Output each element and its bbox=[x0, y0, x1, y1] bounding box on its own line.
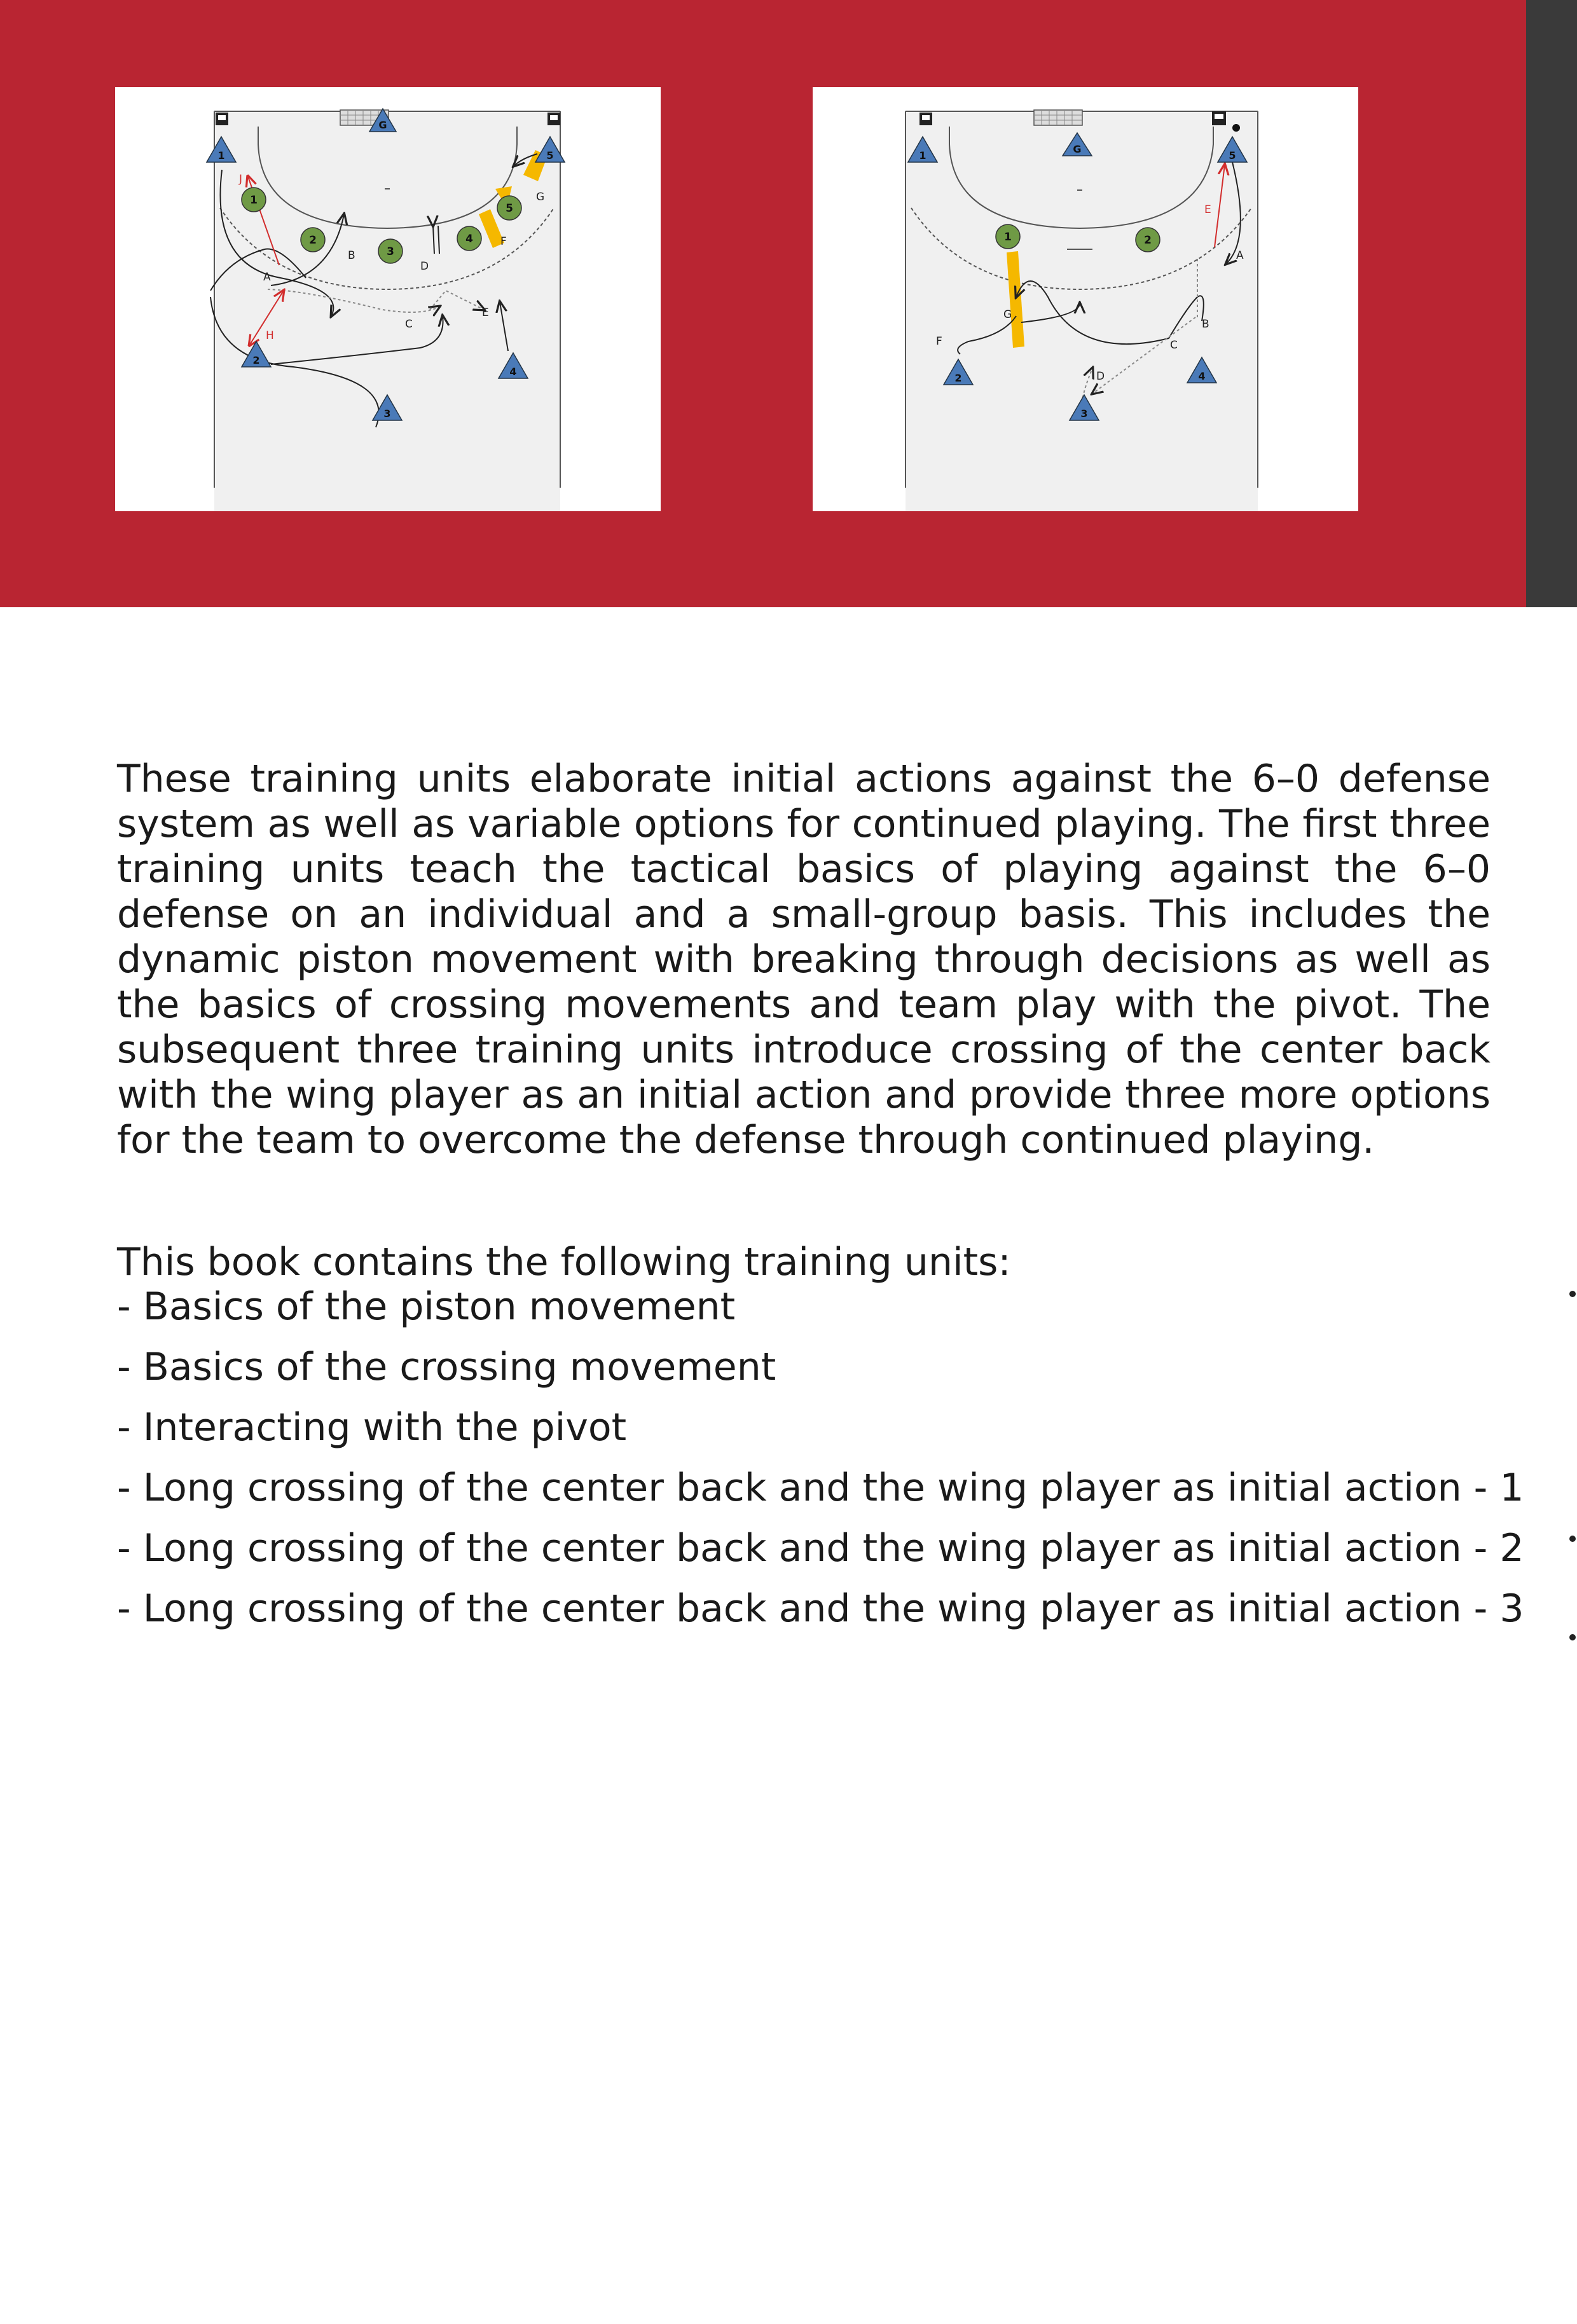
defender-marker bbox=[301, 228, 325, 252]
svg-text:3: 3 bbox=[383, 408, 391, 420]
svg-text:2: 2 bbox=[252, 354, 260, 366]
cone-icon bbox=[919, 113, 932, 125]
svg-text:2: 2 bbox=[1144, 234, 1152, 247]
svg-text:D: D bbox=[1096, 370, 1105, 383]
defender-marker bbox=[996, 224, 1020, 249]
svg-text:1: 1 bbox=[919, 149, 926, 162]
svg-text:H: H bbox=[266, 329, 274, 342]
svg-text:3: 3 bbox=[1080, 408, 1088, 420]
ball-icon bbox=[1232, 124, 1240, 132]
svg-text:B: B bbox=[348, 249, 355, 262]
svg-text:1: 1 bbox=[250, 194, 258, 207]
diagram-right bbox=[813, 87, 1358, 511]
svg-text:4: 4 bbox=[465, 233, 473, 245]
cone-icon bbox=[216, 113, 228, 125]
diagram-left bbox=[115, 87, 661, 511]
edge-dot bbox=[1569, 1291, 1576, 1297]
edge-dot bbox=[1569, 1536, 1576, 1542]
intro-paragraph: These training units elaborate initial actions against the 6–0 defense system as well as variable options for continued playing. The first three training units teach the tactical basics of playing against the 6–0 defense on an individual and a small-group basis. This includes the dynamic piston movement with breaking through decisions as well as the basics of crossing movements and team play with the pivot. The subsequent three training units introduce crossing of the center back with the wing player as an initial action and provide three more options for the team to overcome the defense through continued playing. bbox=[117, 757, 1491, 1162]
svg-text:2: 2 bbox=[954, 372, 962, 384]
svg-text:E: E bbox=[482, 306, 489, 319]
svg-text:A: A bbox=[1236, 249, 1244, 262]
defender-marker bbox=[378, 239, 403, 263]
svg-text:J: J bbox=[239, 173, 243, 186]
defender-marker bbox=[457, 226, 481, 251]
svg-text:1: 1 bbox=[1004, 231, 1012, 244]
list-item: - Long crossing of the center back and the wing player as initial action - 2 bbox=[117, 1526, 1524, 1571]
svg-text:4: 4 bbox=[1198, 370, 1206, 382]
svg-text:G: G bbox=[1003, 308, 1012, 321]
cone-icon bbox=[1212, 111, 1226, 125]
svg-text:C: C bbox=[1170, 339, 1178, 352]
page-edge-strip bbox=[1526, 0, 1577, 607]
list-item: - Basics of the crossing movement bbox=[117, 1345, 776, 1389]
svg-text:G: G bbox=[1073, 143, 1082, 155]
defender-marker bbox=[1136, 228, 1160, 252]
list-item: - Long crossing of the center back and the wing player as initial action - 3 bbox=[117, 1586, 1524, 1631]
list-item: - Long crossing of the center back and the wing player as initial action - 1 bbox=[117, 1466, 1524, 1510]
svg-text:3: 3 bbox=[387, 245, 394, 258]
svg-text:F: F bbox=[500, 235, 507, 248]
defender-marker bbox=[497, 196, 521, 220]
list-item: - Interacting with the pivot bbox=[117, 1405, 627, 1450]
defender-marker bbox=[242, 188, 266, 212]
cone-icon bbox=[547, 113, 560, 125]
svg-text:2: 2 bbox=[309, 234, 317, 247]
edge-dot bbox=[1569, 1634, 1576, 1640]
svg-text:1: 1 bbox=[217, 149, 225, 162]
svg-text:B: B bbox=[1202, 318, 1209, 331]
svg-text:E: E bbox=[1204, 203, 1211, 216]
court-diagram-left bbox=[115, 87, 661, 511]
svg-text:A: A bbox=[263, 271, 271, 284]
svg-text:4: 4 bbox=[509, 366, 517, 378]
training-units-list bbox=[117, 1284, 1524, 1647]
svg-text:5: 5 bbox=[506, 202, 513, 215]
svg-text:F: F bbox=[936, 335, 942, 348]
units-intro: This book contains the following training units: bbox=[117, 1240, 1011, 1284]
svg-text:G: G bbox=[378, 119, 387, 131]
court-diagram-right bbox=[813, 87, 1358, 511]
svg-text:G: G bbox=[536, 191, 545, 203]
list-item: - Basics of the piston movement bbox=[117, 1284, 736, 1329]
svg-text:D: D bbox=[420, 260, 429, 273]
svg-text:5: 5 bbox=[546, 149, 554, 162]
goal-icon bbox=[1034, 110, 1082, 125]
svg-text:5: 5 bbox=[1229, 149, 1236, 162]
svg-text:C: C bbox=[405, 318, 413, 331]
